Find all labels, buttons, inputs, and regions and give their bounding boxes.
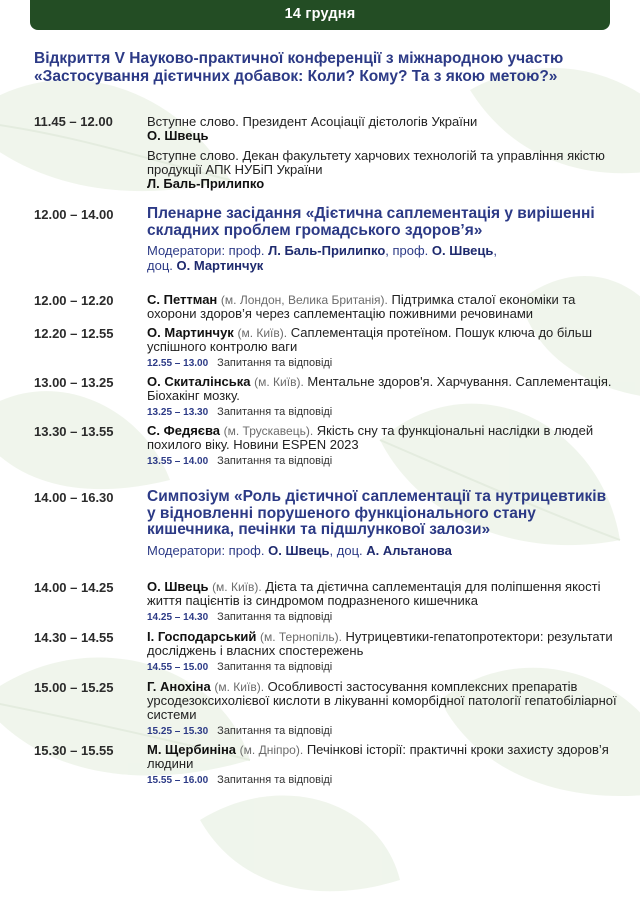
- time-slot: 14.00 – 16.30: [34, 490, 114, 505]
- plenary-body: [147, 206, 617, 273]
- mod-label: Модератори: проф.: [147, 542, 265, 558]
- qa-label: Запитання та відповіді: [217, 406, 333, 418]
- speaker-name: С. Федяєва: [147, 423, 221, 438]
- mod-label: доц.: [147, 258, 173, 273]
- talk-body: [147, 743, 617, 788]
- speaker-location: (м. Лондон, Велика Британія).: [220, 293, 388, 307]
- qa-line: [147, 405, 617, 420]
- mod-sep: ,: [493, 243, 497, 258]
- moderator-name: О. Швець: [268, 542, 330, 558]
- speaker-location: (м. Київ).: [212, 580, 262, 594]
- mod-sep: , доц.: [329, 542, 363, 558]
- talk-body: [147, 293, 617, 321]
- speaker-location: (м. Дніпро).: [239, 743, 304, 757]
- opening-body: [147, 115, 617, 191]
- opening-item-1: [147, 115, 617, 143]
- speaker-name: М. Щербиніна: [147, 742, 237, 757]
- qa-time: 12.55 – 13.00: [147, 358, 209, 369]
- moderator-name: А. Альтанова: [366, 542, 452, 558]
- qa-line: [147, 660, 617, 675]
- talk-topic: Ментальне здоров'я. Харчування. Саплементація. Біохакінг мозку.: [147, 374, 612, 403]
- time-slot: 14.30 – 14.55: [34, 630, 114, 645]
- symposium-body: [147, 489, 617, 558]
- qa-line: [147, 356, 617, 371]
- time-slot: 12.00 – 14.00: [34, 207, 114, 222]
- speaker-name: О. Швець: [147, 579, 209, 594]
- talk-topic: Нутрицевтики-гепатопротектори: результати досліджень і власних спостережень: [147, 629, 613, 658]
- time-slot: 12.20 – 12.55: [34, 326, 114, 341]
- speaker-location: (м. Київ).: [214, 680, 265, 694]
- qa-label: Запитання та відповіді: [217, 357, 333, 369]
- symposium-moderators: [147, 543, 617, 558]
- qa-line: [147, 773, 617, 788]
- mod-label: Модератори: проф.: [147, 243, 265, 258]
- speaker-name: О. Мартинчук: [147, 325, 234, 340]
- time-slot: 13.30 – 13.55: [34, 424, 114, 439]
- qa-time: 14.55 – 15.00: [147, 662, 209, 673]
- qa-time: 15.55 – 16.00: [147, 775, 209, 786]
- qa-time: 14.25 – 14.30: [147, 612, 209, 623]
- speaker-name: І. Господарський: [147, 629, 257, 644]
- time-slot: 14.00 – 14.25: [34, 580, 114, 595]
- qa-label: Запитання та відповіді: [217, 611, 333, 623]
- talk-body: [147, 424, 617, 469]
- talk-topic: Підтримка сталої економіки та охорони здоров’я через саплементацію поживними речовинами: [147, 292, 576, 321]
- moderator-name: Л. Баль-Прилипко: [268, 243, 386, 258]
- mod-sep: , проф.: [385, 243, 429, 258]
- speaker-name: О. Швець: [147, 128, 209, 143]
- time-slot: 13.00 – 13.25: [34, 375, 114, 390]
- speaker-location: (м. Тернопіль).: [259, 630, 342, 644]
- speaker-location: (м. Київ).: [237, 326, 288, 340]
- speaker-name: С. Петтман: [147, 292, 218, 307]
- date-header: 14 грудня: [30, 0, 610, 30]
- time-slot: 12.00 – 12.20: [34, 293, 114, 308]
- talk-body: [147, 326, 617, 371]
- qa-time: 13.25 – 13.30: [147, 407, 209, 418]
- talk-body: [147, 580, 617, 625]
- qa-line: [147, 454, 617, 469]
- time-slot: 15.30 – 15.55: [34, 743, 114, 758]
- time-slot: 15.00 – 15.25: [34, 680, 114, 695]
- talk-body: [147, 375, 617, 420]
- talk-body: [147, 680, 617, 739]
- qa-time: 15.25 – 15.30: [147, 726, 209, 737]
- moderator-name: О. Швець: [431, 243, 494, 258]
- talk-body: [147, 630, 617, 675]
- speaker-name: Г. Анохіна: [147, 679, 211, 694]
- speaker-location: (м. Київ).: [254, 375, 304, 389]
- qa-line: [147, 724, 617, 739]
- plenary-moderators: [147, 243, 617, 273]
- qa-label: Запитання та відповіді: [217, 455, 333, 467]
- opening-item-2: [147, 149, 617, 191]
- qa-label: Запитання та відповіді: [217, 725, 333, 737]
- talk-topic: Саплементація протеїном. Пошук ключа до більш успішного контролю ваги: [147, 325, 593, 354]
- symposium-title: Симпозіум «Роль дієтичної саплементації та нутрицевтиків у відновленні порушеного функціонального стану кишечника, печінки та підшлункової залози»: [147, 488, 607, 538]
- qa-label: Запитання та відповіді: [217, 774, 333, 786]
- speaker-name: Л. Баль-Прилипко: [147, 176, 265, 191]
- time-slot: 11.45 – 12.00: [34, 114, 113, 129]
- qa-time: 13.55 – 14.00: [147, 456, 209, 467]
- speaker-name: О. Скиталінська: [147, 374, 251, 389]
- talk-topic: Якість сну та функціональні наслідки в людей похилого віку. Новини ESPEN 2023: [147, 423, 594, 452]
- talk-topic: Особливості застосування комплексних препаратів урсодезоксихолієвої кислоти в лікуванні коморбідної патології гепатобіліарної системи: [147, 679, 617, 722]
- plenary-title: Пленарне засідання «Дієтична саплементація у вирішенні складних проблем громадського здоров’я»: [147, 205, 595, 239]
- item-text: Вступне слово. Президент Асоціації дієтологів України: [147, 114, 478, 129]
- talk-topic: Дієта та дієтична саплементація для поліпшення якості життя пацієнтів із синдромом подразненого кишечника: [147, 579, 601, 608]
- opening-session-title: Відкриття V Науково-практичної конференції з міжнародною участю «Застосування дієтичних добавок: Коли? Кому? Та з якою метою?»: [34, 50, 564, 85]
- qa-line: [147, 610, 617, 625]
- moderator-name: О. Мартинчук: [176, 258, 264, 273]
- speaker-location: (м. Трускавець).: [223, 424, 314, 438]
- talk-topic: Печінкові історії: практичні кроки захисту здоров’я людини: [147, 742, 609, 771]
- item-text: Вступне слово. Декан факультету харчових технологій та управління якістю продукції АПК НУБіП України: [147, 148, 605, 177]
- qa-label: Запитання та відповіді: [217, 661, 333, 673]
